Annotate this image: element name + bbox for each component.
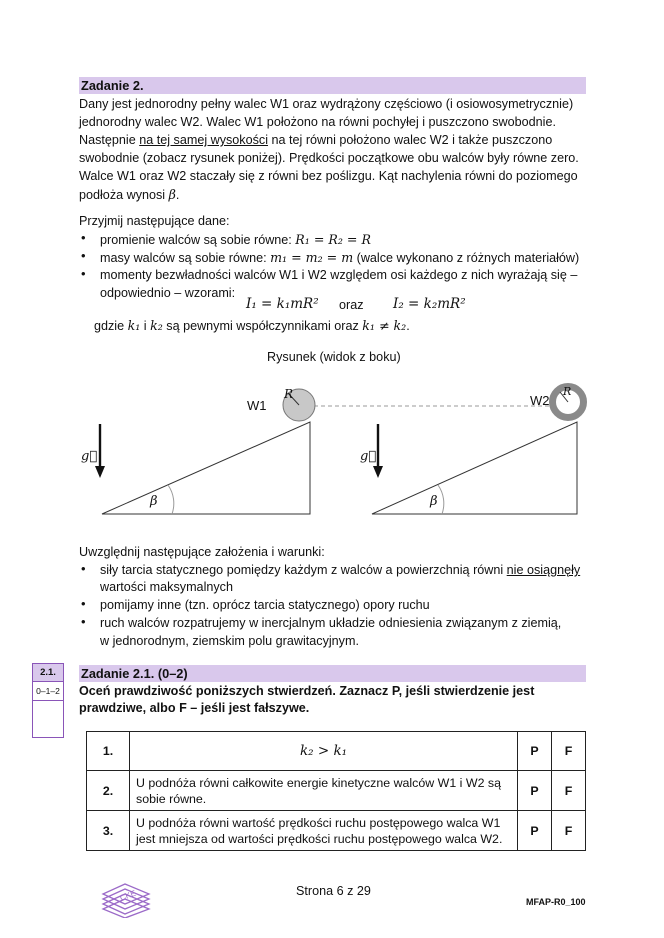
document-code: MFAP-R0_100	[526, 897, 586, 907]
bullet-mass: masy walców są sobie równe: m₁ = m₂ = m (walce wykonano z różnych materiałów)	[100, 250, 580, 265]
data-intro: Przyjmij następujące dane:	[79, 214, 230, 228]
intro-line-6: podłoża wynosi β.	[79, 187, 180, 202]
statement-text: U podnóża równi wartość prędkości ruchu postępowego walca W1 jest mniejsza od wartości prędkości ruchu postępowego walca W2.	[130, 811, 518, 851]
label-w1: W1	[247, 398, 267, 413]
label-gravity-right: g⃗	[360, 449, 377, 464]
option-p[interactable]: P	[518, 732, 552, 771]
table-row	[87, 771, 586, 811]
option-f[interactable]: F	[552, 771, 586, 811]
subtask-title: Zadanie 2.1. (0–2)	[81, 666, 188, 681]
gdzie-line: gdzie k₁ i k₂ są pewnymi współczynnikami oraz k₁ ≠ k₂.	[94, 318, 410, 333]
underlined-same-height: na tej samej wysokości	[139, 133, 269, 147]
label-gravity-left: g⃗	[81, 449, 98, 464]
underlined-not-reached: nie osiągnęły	[506, 563, 581, 577]
subtask-header	[79, 665, 586, 682]
figure-caption: Rysunek (widok z boku)	[267, 350, 401, 364]
label-beta-right: β	[430, 494, 438, 509]
row-number: 2.	[87, 771, 130, 811]
option-p[interactable]: P	[518, 811, 552, 851]
formula-i1: I₁ = k₁mR²	[246, 296, 319, 312]
label-w2: W2	[530, 393, 550, 408]
intro-line-5: Walce W1 oraz W2 staczały się z równi bez poślizgu. Kąt nachylenia równi do poziomego	[79, 169, 578, 183]
task-header	[79, 77, 586, 94]
label-radius-w1: R	[284, 387, 294, 401]
formula-i2: I₂ = k₂mR²	[393, 296, 466, 312]
bullet-dot: •	[81, 266, 86, 281]
intro-line-3: Następnie na tej samej wysokości na tej równi położono walec W2 i także puszczono	[79, 133, 553, 147]
page-number: Strona 6 z 29	[296, 884, 371, 898]
bullet-inertia-2: odpowiednio – wzorami:	[100, 286, 236, 300]
instruction-line-1: Oceń prawdziwość poniższych stwierdzeń. Zaznacz P, jeśli stwierdzenie jest	[79, 684, 535, 698]
statement-text: U podnóża równi całkowite energie kinetyczne walców W1 i W2 są sobie równe.	[130, 771, 518, 811]
subtask-number-box: 2.1.	[32, 663, 64, 681]
svg-text:CKE: CKE	[118, 888, 138, 903]
score-box[interactable]	[32, 700, 64, 738]
points-box: 0–1–2	[32, 681, 64, 700]
statement-text: k₂ > k₁	[130, 732, 518, 771]
inclined-plane-figure	[60, 378, 600, 528]
option-f[interactable]: F	[552, 732, 586, 771]
label-beta-left: β	[150, 494, 158, 509]
task-title: Zadanie 2.	[81, 78, 144, 93]
intro-line-4: swobodnie (zobacz rysunek poniżej). Prędkości początkowe obu walców były równe zero.	[79, 151, 579, 165]
incline-left	[102, 422, 310, 514]
assumption-3: ruch walców rozpatrujemy w inercjalnym układzie odniesienia związanym z ziemią,	[100, 616, 562, 630]
table-row	[87, 732, 586, 771]
bullet-dot: •	[81, 596, 86, 611]
true-false-table	[86, 731, 586, 851]
bullet-dot: •	[81, 230, 86, 245]
label-radius-w2: R	[563, 385, 572, 398]
formula-oraz: oraz	[339, 298, 364, 312]
bullet-dot: •	[81, 248, 86, 263]
assumption-3-line-2: w jednorodnym, ziemskim polu grawitacyjnym.	[100, 634, 359, 648]
intro-line-1: Dany jest jednorodny pełny walec W1 oraz wydrążony częściowo (i osiowosymetrycznie)	[79, 97, 574, 111]
assumption-1-line-2: wartości maksymalnych	[100, 580, 233, 594]
assumptions-intro: Uwzględnij następujące założenia i warunki:	[79, 545, 325, 559]
intro-line-2: jednorodny walec W2. Walec W1 położono na równi pochyłej i puszczono swobodnie.	[79, 115, 556, 129]
incline-right	[372, 422, 577, 514]
assumption-1: siły tarcia statycznego pomiędzy każdym z walców a powierzchnią równi nie osiągnęły	[100, 563, 581, 577]
option-f[interactable]: F	[552, 811, 586, 851]
bullet-dot: •	[81, 614, 86, 629]
instruction-line-2: prawdziwe, albo F – jeśli jest fałszywe.	[79, 701, 310, 715]
row-number: 3.	[87, 811, 130, 851]
table-row	[87, 811, 586, 851]
assumption-2: pomijamy inne (tzn. oprócz tarcia statycznego) opory ruchu	[100, 598, 430, 612]
bullet-radius: promienie walców są sobie równe: R₁ = R₂ = R	[100, 232, 371, 247]
option-p[interactable]: P	[518, 771, 552, 811]
row-number: 1.	[87, 732, 130, 771]
bullet-inertia-1: momenty bezwładności walców W1 i W2 względem osi każdego z nich wyrażają się –	[100, 268, 578, 282]
cke-logo-icon	[95, 872, 157, 918]
bullet-dot: •	[81, 561, 86, 576]
